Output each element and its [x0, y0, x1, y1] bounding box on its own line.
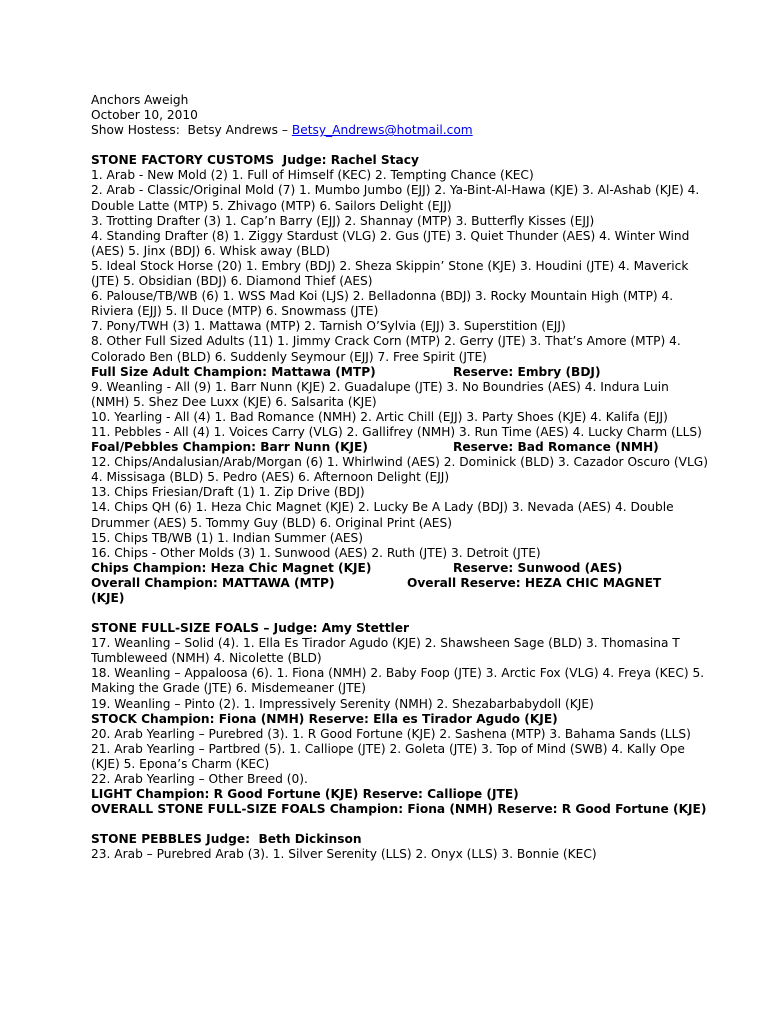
champion-row-overall-foals: OVERALL STONE FULL-SIZE FOALS Champion: Fiona (NMH) Reserve: R Good Fortune (KJE) [91, 802, 707, 817]
spacer [91, 606, 710, 621]
reserve-label: Reserve: Sunwood (AES) [453, 560, 623, 575]
class-result: 10. Yearling - All (4) 1. Bad Romance (NMH) 2. Artic Chill (EJJ) 3. Party Shoes (KJE) 4. Kalifa (EJJ) [91, 409, 668, 424]
champion-row-light: LIGHT Champion: R Good Fortune (KJE) Reserve: Calliope (JTE) [91, 787, 519, 802]
reserve-label: Reserve: Bad Romance (NMH) [453, 440, 659, 455]
class-result: 11. Pebbles - All (4) 1. Voices Carry (VLG) 2. Gallifrey (NMH) 3. Run Time (AES) 4. Lucky Charm (LLS) [91, 424, 702, 439]
spacer [91, 138, 710, 153]
spacer [91, 817, 710, 832]
show-name: Anchors Aweigh [91, 93, 189, 107]
overall-reserve-label: Overall Reserve: HEZA CHIC MAGNET [407, 575, 662, 590]
class-result: 6. Palouse/TB/WB (6) 1. WSS Mad Koi (LJS) 2. Belladonna (BDJ) 3. Rocky Mountain High (MTP) 4. Riviera (EJJ) 5. Il Duce (MTP) 6. Snowmass (JTE) [91, 289, 678, 319]
class-result: 17. Weanling – Solid (4). 1. Ella Es Tirador Agudo (KJE) 2. Shawsheen Sage (BLD) 3. Thomasina T Tumbleweed (NMH) 4. Nicolette (BLD) [91, 636, 684, 666]
overall-champion-label: Overall Champion: MATTAWA (MTP) [91, 575, 335, 590]
class-result: 8. Other Full Sized Adults (11) 1. Jimmy Crack Corn (MTP) 2. Gerry (JTE) 3. That’s Amore (MTP) 4. Colorado Ben (BLD) 6. Suddenly Seymour (EJJ) 7. Free Spirit (JTE) [91, 334, 685, 364]
champion-row-chips [91, 561, 710, 576]
hostess-label: Show Hostess: Betsy Andrews – [91, 123, 292, 138]
champion-row-stock: STOCK Champion: Fiona (NMH) Reserve: Ella es Tirador Agudo (KJE) [91, 711, 558, 726]
class-result: 9. Weanling - All (9) 1. Barr Nunn (KJE) 2. Guadalupe (JTE) 3. No Boundries (AES) 4. Indura Luin (NMH) 5. Shez Dee Luxx (KJE) 6. Salsarita (KJE) [91, 379, 673, 409]
champion-row-foal-pebbles [91, 440, 710, 455]
class-list [91, 380, 710, 440]
show-date: October 10, 2010 [91, 108, 198, 123]
class-list [91, 727, 710, 787]
section-title-full-size-foals: STONE FULL-SIZE FOALS – Judge: Amy Stettler [91, 621, 409, 636]
champion-label: Full Size Adult Champion: Mattawa (MTP) [91, 364, 376, 379]
class-list [91, 455, 710, 561]
class-result: 22. Arab Yearling – Other Breed (0). [91, 772, 308, 787]
class-result: 1. Arab - New Mold (2) 1. Full of Himself (KEC) 2. Tempting Chance (KEC) [91, 168, 534, 183]
class-result: 7. Pony/TWH (3) 1. Mattawa (MTP) 2. Tarnish O’Sylvia (EJJ) 3. Superstition (EJJ) [91, 319, 566, 334]
class-result: 5. Ideal Stock Horse (20) 1. Embry (BDJ) 2. Sheza Skippin’ Stone (KJE) 3. Houdini (JTE) 4. Maverick (JTE) 5. Obsidian (BDJ) 6. Diamond Thief (AES) [91, 258, 693, 289]
section-title-factory-customs: STONE FACTORY CUSTOMS Judge: Rachel Stacy [91, 153, 419, 168]
class-result: 20. Arab Yearling – Purebred (3). 1. R Good Fortune (KJE) 2. Sashena (MTP) 3. Bahama Sands (LLS) [91, 726, 691, 741]
class-result: 15. Chips TB/WB (1) 1. Indian Summer (AES) [91, 530, 364, 545]
reserve-label: Reserve: Embry (BDJ) [453, 364, 601, 379]
champion-row-full-size-adult [91, 365, 710, 380]
overall-reserve-continued: (KJE) [91, 591, 125, 605]
class-list [91, 636, 710, 711]
class-list [91, 168, 710, 364]
champion-row-overall [91, 576, 710, 591]
hostess-email-link[interactable]: Betsy_Andrews@hotmail.com [291, 123, 473, 138]
champion-label: Chips Champion: Heza Chic Magnet (KJE) [91, 560, 372, 575]
class-result: 19. Weanling – Pinto (2). 1. Impressively Serenity (NMH) 2. Shezabarbabydoll (KJE) [91, 696, 594, 711]
class-result: 14. Chips QH (6) 1. Heza Chic Magnet (KJE) 2. Lucky Be A Lady (BDJ) 3. Nevada (AES) 4. Double Drummer (AES) 5. Tommy Guy (BLD) 6. Original Print (AES) [91, 500, 678, 530]
class-result: 18. Weanling – Appaloosa (6). 1. Fiona (NMH) 2. Baby Foop (JTE) 3. Arctic Fox (VLG) 4. Freya (KEC) 5. Making the Grade (JTE) 6. Misdemeaner (JTE) [91, 666, 708, 696]
class-result: 2. Arab - Classic/Original Mold (7) 1. Mumbo Jumbo (EJJ) 2. Ya-Bint-Al-Hawa (KJE) 3. Al-Ashab (KJE) 4. Double Latte (MTP) 5. Zhivago (MTP) 6. Sailors Delight (EJJ) [91, 183, 704, 213]
class-result: 21. Arab Yearling – Partbred (5). 1. Calliope (JTE) 2. Goleta (JTE) 3. Top of Mind (SWB) 4. Kally Ope (KJE) 5. Epona’s Charm (KEC) [91, 741, 689, 771]
class-result: 13. Chips Friesian/Draft (1) 1. Zip Drive (BDJ) [91, 485, 365, 500]
class-result: 4. Standing Drafter (8) 1. Ziggy Stardust (VLG) 2. Gus (JTE) 3. Quiet Thunder (AES) 4. Winter Wind (AES) 5. Jinx (BDJ) 6. Whisk away (BLD) [91, 228, 694, 258]
class-result: 16. Chips - Other Molds (3) 1. Sunwood (AES) 2. Ruth (JTE) 3. Detroit (JTE) [91, 545, 541, 560]
class-list [91, 847, 710, 862]
section-title-pebbles: STONE PEBBLES Judge: Beth Dickinson [91, 832, 362, 847]
class-result: 3. Trotting Drafter (3) 1. Cap’n Barry (EJJ) 2. Shannay (MTP) 3. Butterfly Kisses (EJJ) [91, 213, 595, 228]
show-hostess [91, 123, 710, 138]
champion-label: Foal/Pebbles Champion: Barr Nunn (KJE) [91, 440, 368, 455]
class-result: 23. Arab – Purebred Arab (3). 1. Silver Serenity (LLS) 2. Onyx (LLS) 3. Bonnie (KEC) [91, 847, 597, 862]
class-result: 12. Chips/Andalusian/Arab/Morgan (6) 1. Whirlwind (AES) 2. Dominick (BLD) 3. Cazador Oscuro (VLG) 4. Missisaga (BLD) 5. Pedro (AES) 6. Afternoon Delight (EJJ) [91, 455, 712, 485]
